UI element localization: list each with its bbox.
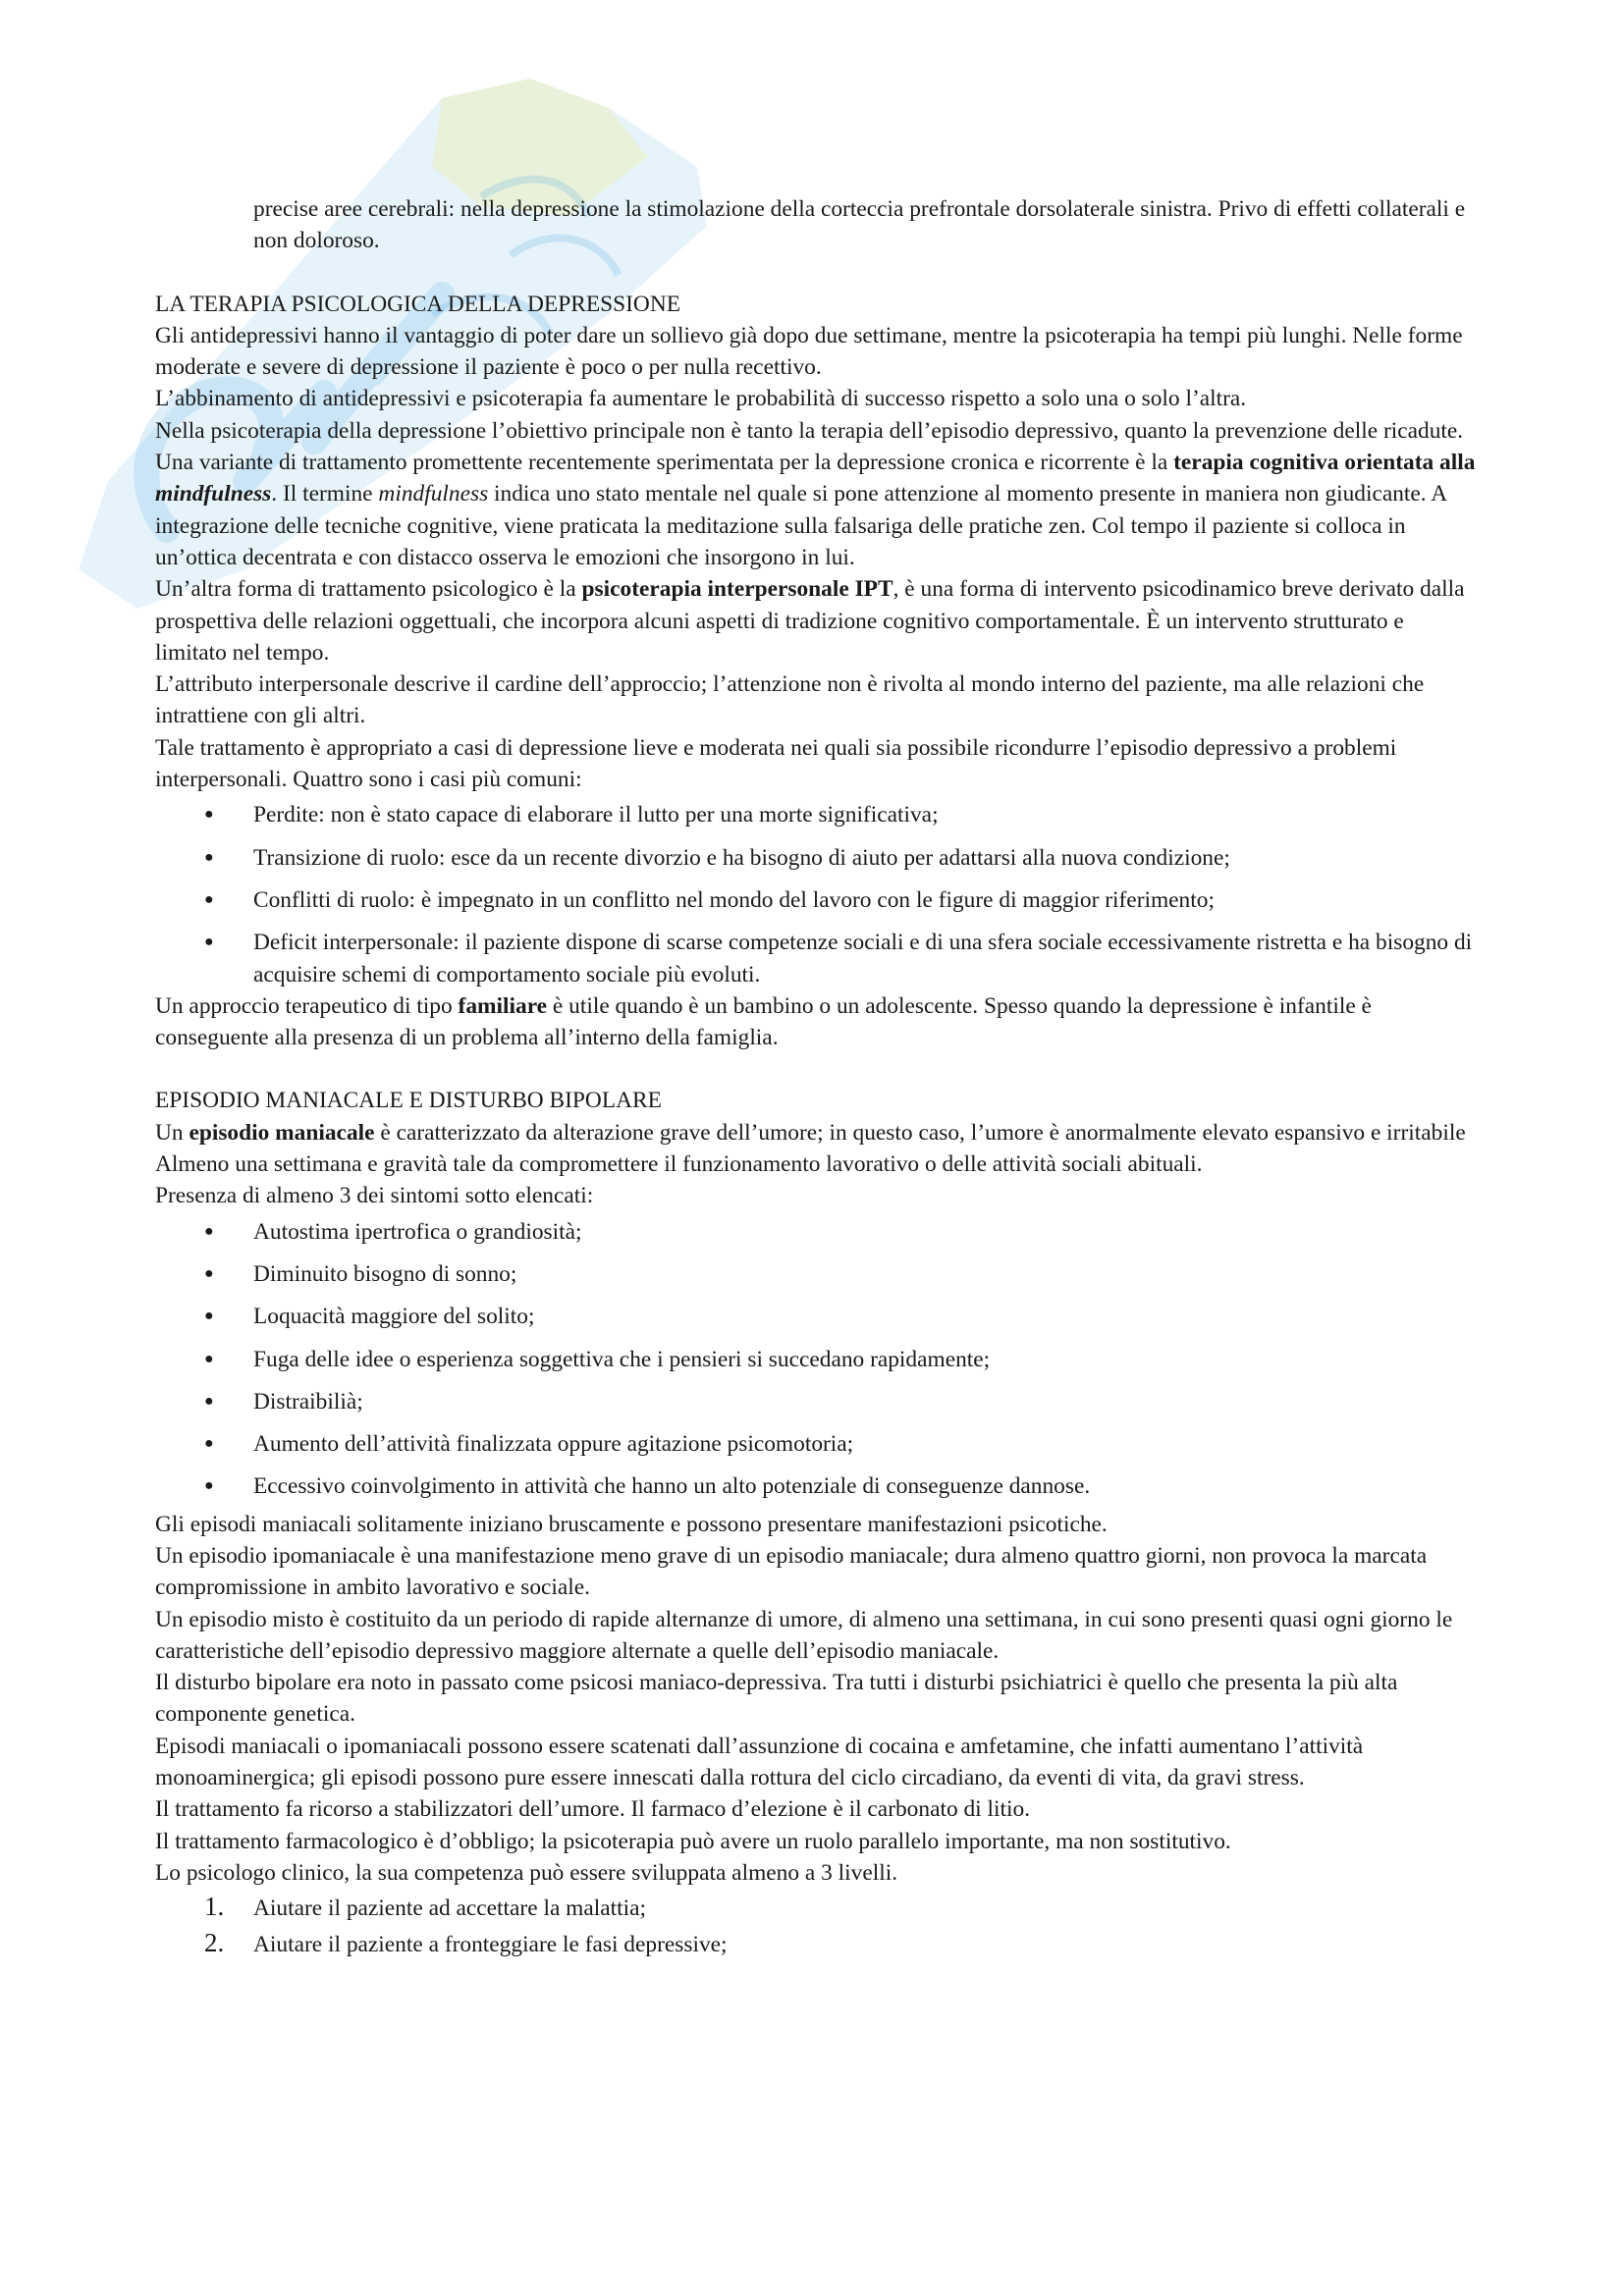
bold-term: episodio maniacale [189, 1119, 375, 1146]
paragraph: Un approccio terapeutico di tipo familiare è utile quando è un bambino o un adolescente. Spesso quando la depressione è infantile è conseguente alla presenza di un problema all’interno della famiglia. [155, 992, 1372, 1051]
bullet-list-sintomi [155, 1216, 1481, 1503]
paragraph: Un episodio misto è costituito da un periodo di rapide alternanze di umore, di almeno una settimana, in cui sono presenti quasi ogni giorno le caratteristiche dell’episodio depressivo maggiore alternate a quelle dell’episodio maniacale. [155, 1606, 1453, 1664]
paragraph: Presenza di almeno 3 dei sintomi sotto elencati: [155, 1183, 594, 1209]
paragraph: L’abbinamento di antidepressivi e psicoterapia fa aumentare le probabilità di successo rispetto a solo una o solo l’altra. [155, 386, 1247, 412]
bullet-list-casi [155, 799, 1481, 989]
numbered-list-livelli [155, 1893, 1481, 1960]
paragraph: Lo psicologo clinico, la sua competenza può essere sviluppata almeno a 3 livelli. [155, 1859, 898, 1886]
paragraph: Una variante di trattamento promettente recentemente sperimentata per la depressione cronica e ricorrente è la terapia cognitiva orientata alla mindfulness. Il termine mindfulness indica uno stato mentale nel quale si pone attenzione al momento presente in maniera non giudicante. A integrazione delle tecniche cognitive, viene praticata la meditazione sulla falsariga delle pratiche zen. Col tempo il paziente si colloca in un’ottica decentrata e con distacco osserva le emozioni che insorgono in lui. [155, 450, 1476, 570]
list-item: ● Distraibilià; [155, 1386, 1481, 1417]
paragraph: Un episodio ipomaniacale è una manifestazione meno grave di un episodio maniacale; dura almeno quattro giorni, non provoca la marcata compromissione in ambito lavorativo e sociale. [155, 1542, 1428, 1601]
bold-term: terapia cognitiva orientata alla mindfulness [155, 450, 1476, 507]
list-item: ● Aumento dell’attività finalizzata oppure agitazione psicomotoria; [155, 1428, 1481, 1460]
list-item: ● Deficit interpersonale: il paziente dispone di scarse competenze sociali e di una sfera sociale eccessivamente ristretta e ha bisogno di acquisire schemi di comportamento sociale più evoluti. [155, 927, 1481, 990]
list-item: ● Diminuito bisogno di sonno; [155, 1258, 1481, 1290]
italic-term: mindfulness [378, 481, 489, 507]
paragraph: L’attributo interpersonale descrive il cardine dell’approccio; l’attenzione non è rivolta al mondo interno del paziente, ma alle relazioni che intrattiene con gli altri. [155, 671, 1425, 729]
list-item: ● Conflitti di ruolo: è impegnato in un conflitto nel mondo del lavoro con le figure di maggior riferimento; [155, 884, 1481, 916]
list-number: 1. [204, 1892, 225, 1922]
section-heading-terapia: LA TERAPIA PSICOLOGICA DELLA DEPRESSIONE [155, 291, 681, 317]
list-item: ● Eccessivo coinvolgimento in attività che hanno un alto potenziale di conseguenze dannose. [155, 1470, 1481, 1502]
list-number: 2. [204, 1927, 225, 1957]
list-item: 2. Aiutare il paziente a fronteggiare le fasi depressive; [204, 1927, 728, 1957]
list-item: ● Perdite: non è stato capace di elaborare il lutto per una morte significativa; [155, 799, 1481, 830]
bold-term: psicoterapia interpersonale IPT [581, 576, 893, 603]
paragraph: Tale trattamento è appropriato a casi di depressione lieve e moderata nei quali sia possibile ricondurre l’episodio depressivo a problemi interpersonali. Quattro sono i casi più comuni: [155, 734, 1397, 793]
paragraph: Un episodio maniacale è caratterizzato da alterazione grave dell’umore; in questo caso, l’umore è anormalmente elevato espansivo e irritabile [155, 1119, 1466, 1146]
intro-continuation: precise aree cerebrali: nella depressione la stimolazione della corteccia prefrontale dorsolaterale sinistra. Privo di effetti collaterali e non doloroso. [253, 196, 1466, 254]
paragraph: Almeno una settimana e gravità tale da compromettere il funzionamento lavorativo o delle attività sociali abituali. [155, 1151, 1203, 1178]
paragraph: Il trattamento farmacologico è d’obbligo; la psicoterapia può avere un ruolo parallelo importante, ma non sostitutivo. [155, 1828, 1231, 1854]
paragraph: Nella psicoterapia della depressione l’obiettivo principale non è tanto la terapia dell’episodio depressivo, quanto la prevenzione delle ricadute. [155, 417, 1464, 444]
paragraph: Gli antidepressivi hanno il vantaggio di poter dare un sollievo già dopo due settimane, mentre la psicoterapia ha tempi più lunghi. Nelle forme moderate e severe di depressione il paziente è poco o per nulla recettivo. [155, 322, 1463, 381]
paragraph: Gli episodi maniacali solitamente iniziano bruscamente e possono presentare manifestazioni psicotiche. [155, 1511, 1108, 1537]
list-item: ● Transizione di ruolo: esce da un recente divorzio e ha bisogno di aiuto per adattarsi alla nuova condizione; [155, 842, 1481, 874]
paragraph: Un’altra forma di trattamento psicologico è la psicoterapia interpersonale IPT, è una forma di intervento psicodinamico breve derivato dalla prospettiva delle relazioni oggettuali, che incorpora alcuni aspetti di tradizione cognitivo comportamentale. È un intervento strutturato e limitato nel tempo. [155, 576, 1465, 666]
list-item: ● Loquacità maggiore del solito; [155, 1301, 1481, 1332]
paragraph: Il trattamento fa ricorso a stabilizzatori dell’umore. Il farmaco d’elezione è il carbonato di litio. [155, 1796, 1031, 1823]
paragraph: Il disturbo bipolare era noto in passato come psicosi maniaco-depressiva. Tra tutti i disturbi psichiatrici è quello che presenta la più alta componente genetica. [155, 1670, 1398, 1728]
list-item: ● Fuga delle idee o esperienza soggettiva che i pensieri si succedano rapidamente; [155, 1344, 1481, 1375]
bold-term: familiare [458, 992, 548, 1019]
document-page [155, 193, 1481, 1960]
list-item: ● Autostima ipertrofica o grandiosità; [155, 1216, 1481, 1248]
section-heading-episodio: EPISODIO MANIACALE E DISTURBO BIPOLARE [155, 1088, 662, 1114]
paragraph: Episodi maniacali o ipomaniacali possono essere scatenati dall’assunzione di cocaina e amfetamine, che infatti aumentano l’attività monoaminergica; gli episodi possono pure essere innescati dalla rottura del ciclo circadiano, da eventi di vita, da gravi stress. [155, 1733, 1364, 1791]
list-item: 1. Aiutare il paziente ad accettare la malattia; [204, 1892, 647, 1922]
